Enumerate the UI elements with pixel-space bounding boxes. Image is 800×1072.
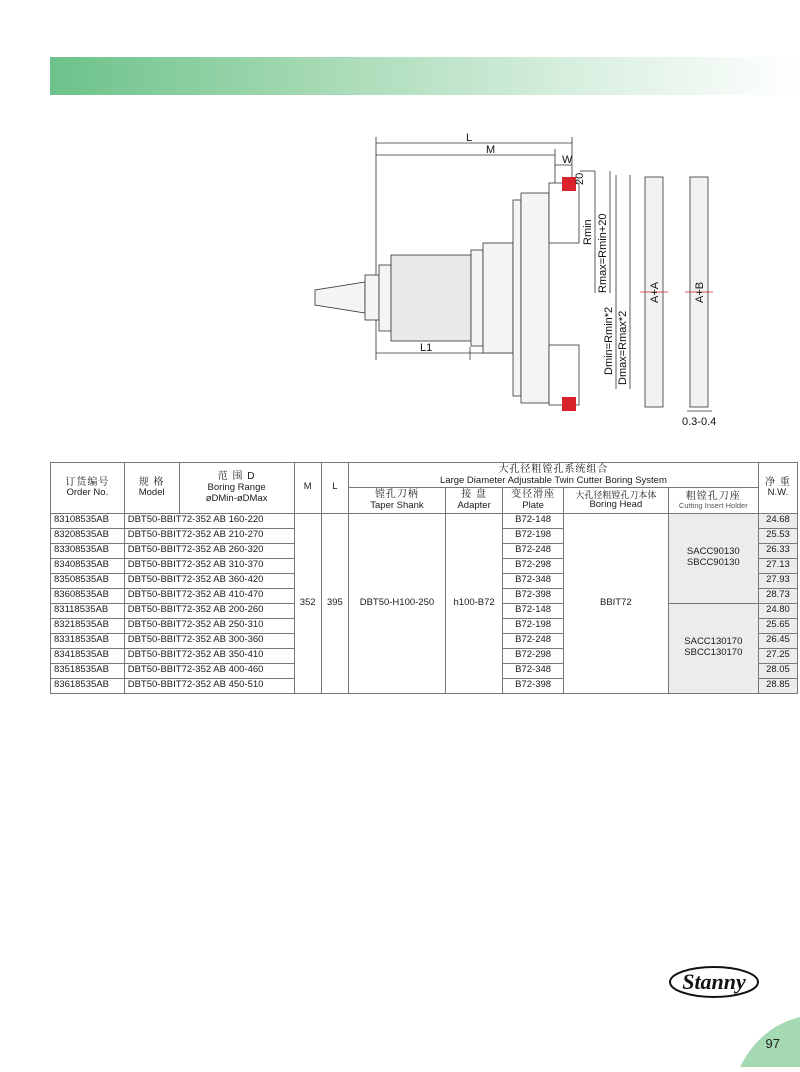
spec-table <box>50 462 798 694</box>
cell-order: 83408535AB <box>51 558 125 573</box>
dim-dmin: Dmin=Rmin*2 <box>603 306 615 375</box>
cell-order: 83608535AB <box>51 588 125 603</box>
cell-plate: B72-348 <box>503 573 564 588</box>
cell-model: DBT50-BBIT72-352 AB 350-410 <box>124 648 294 663</box>
cell-weight: 25.53 <box>758 528 797 543</box>
hdr-model: 规 格 Model <box>124 463 179 514</box>
cell-head: BBIT72 <box>563 513 668 693</box>
technical-drawing <box>300 125 760 440</box>
hdr-range: 范 围 D Boring Range øDMin-øDMax <box>179 463 294 514</box>
dim-rmax: Rmax=Rmin+20 <box>597 213 609 293</box>
hdr-order: 订货编号 Order No. <box>51 463 125 514</box>
label-tol: 0.3-0.4 <box>682 416 717 428</box>
cell-order: 83618535AB <box>51 678 125 693</box>
stanny-logo <box>668 962 760 1000</box>
holder-a1: SACC90130 <box>686 546 740 558</box>
cell-holder-b <box>668 603 758 693</box>
cell-plate: B72-398 <box>503 588 564 603</box>
hdr-holder: 粗镗孔刀座 Cutting Insert Holder <box>668 488 758 513</box>
hdr-group: 大孔径粗镗孔系统组合 Large Diameter Adjustable Twin Cutter Boring System <box>348 463 758 488</box>
hdr-plate: 变径滑座 Plate <box>503 488 564 513</box>
dim-L1: L1 <box>420 342 433 354</box>
hdr-m: M <box>294 463 321 514</box>
holder-b2: SBCC130170 <box>684 647 743 659</box>
cell-plate: B72-198 <box>503 528 564 543</box>
dim-M: M <box>486 144 496 156</box>
cell-model: DBT50-BBIT72-352 AB 200-260 <box>124 603 294 618</box>
cell-taper: DBT50-H100-250 <box>348 513 445 693</box>
cell-model: DBT50-BBIT72-352 AB 300-360 <box>124 633 294 648</box>
hdr-head: 大孔径粗镗孔刀本体 Boring Head <box>563 488 668 513</box>
cell-order: 83518535AB <box>51 663 125 678</box>
cell-plate: B72-348 <box>503 663 564 678</box>
dim-W: W <box>562 154 573 166</box>
cell-weight: 26.45 <box>758 633 797 648</box>
page-number: 97 <box>765 1036 780 1051</box>
cell-weight: 25.65 <box>758 618 797 633</box>
cell-plate: B72-298 <box>503 558 564 573</box>
cell-holder-a <box>668 513 758 603</box>
hdr-adapter: 接 盘 Adapter <box>445 488 502 513</box>
cell-model: DBT50-BBIT72-352 AB 260-320 <box>124 543 294 558</box>
cell-model: DBT50-BBIT72-352 AB 310-370 <box>124 558 294 573</box>
cell-adapter: h100-B72 <box>445 513 502 693</box>
cell-weight: 27.93 <box>758 573 797 588</box>
cell-weight: 24.80 <box>758 603 797 618</box>
cell-order: 83208535AB <box>51 528 125 543</box>
cell-model: DBT50-BBIT72-352 AB 250-310 <box>124 618 294 633</box>
table-row <box>51 513 798 528</box>
dim-20: 20 <box>574 172 586 185</box>
cell-weight: 26.33 <box>758 543 797 558</box>
cell-model: DBT50-BBIT72-352 AB 210-270 <box>124 528 294 543</box>
cell-order: 83418535AB <box>51 648 125 663</box>
hdr-taper: 镗孔刀柄 Taper Shank <box>348 488 445 513</box>
cell-model: DBT50-BBIT72-352 AB 160-220 <box>124 513 294 528</box>
label-apa: A+A <box>649 281 661 303</box>
cell-plate: B72-198 <box>503 618 564 633</box>
cell-order: 83318535AB <box>51 633 125 648</box>
cell-weight: 28.05 <box>758 663 797 678</box>
cell-model: DBT50-BBIT72-352 AB 360-420 <box>124 573 294 588</box>
logo-text: Stanny <box>682 969 746 994</box>
cell-m: 352 <box>294 513 321 693</box>
cell-plate: B72-248 <box>503 633 564 648</box>
cell-l: 395 <box>321 513 348 693</box>
cell-plate: B72-248 <box>503 543 564 558</box>
cell-weight: 24.68 <box>758 513 797 528</box>
cell-model: DBT50-BBIT72-352 AB 450-510 <box>124 678 294 693</box>
dim-dmax: Dmax=Rmax*2 <box>617 310 629 385</box>
cell-model: DBT50-BBIT72-352 AB 410-470 <box>124 588 294 603</box>
cell-plate: B72-148 <box>503 603 564 618</box>
cell-plate: B72-298 <box>503 648 564 663</box>
cell-weight: 28.73 <box>758 588 797 603</box>
dim-L: L <box>466 132 473 144</box>
cell-order: 83508535AB <box>51 573 125 588</box>
cell-weight: 27.13 <box>758 558 797 573</box>
hdr-weight: 净 重 N.W. <box>758 463 797 514</box>
cell-order: 83108535AB <box>51 513 125 528</box>
dim-rmin: Rmin <box>582 219 594 245</box>
cell-order: 83308535AB <box>51 543 125 558</box>
hdr-l: L <box>321 463 348 514</box>
holder-b1: SACC130170 <box>684 636 743 648</box>
holder-a2: SBCC90130 <box>686 557 740 569</box>
cell-plate: B72-148 <box>503 513 564 528</box>
header-band <box>50 57 800 95</box>
cell-weight: 27.25 <box>758 648 797 663</box>
cell-model: DBT50-BBIT72-352 AB 400-460 <box>124 663 294 678</box>
cell-plate: B72-398 <box>503 678 564 693</box>
cell-order: 83118535AB <box>51 603 125 618</box>
cell-order: 83218535AB <box>51 618 125 633</box>
cell-weight: 28.85 <box>758 678 797 693</box>
label-apb: A+B <box>694 281 706 303</box>
